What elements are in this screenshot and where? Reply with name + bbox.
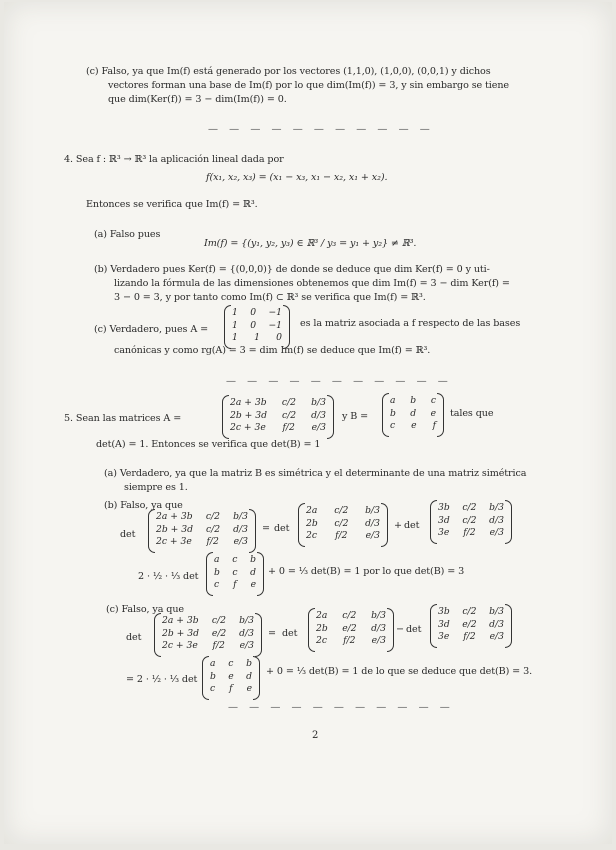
matrix-row	[390, 395, 436, 408]
q5-intro: 5. Sean las matrices A =	[64, 413, 182, 424]
matrix-cell: c/2	[205, 511, 220, 522]
matrix-row	[232, 307, 282, 320]
matrix-cell: d/3	[371, 622, 386, 634]
matrix-row	[438, 502, 504, 515]
left-bracket	[382, 393, 389, 437]
matrix-cell: −1	[268, 307, 282, 318]
right-bracket	[283, 305, 290, 349]
matrix-cell: b/3	[233, 511, 248, 522]
prev-c-line-1: (c) Falso, ya que Im(f) está generado por los vectores (1,1,0), (1,0,0), (0,0,1) y dichos	[86, 66, 491, 77]
left-bracket	[308, 608, 315, 652]
q5-b-matrix-2	[306, 505, 380, 543]
matrix-cell: 3e	[438, 631, 450, 642]
matrix-cell: f/2	[282, 422, 295, 433]
q5-b-line-2-pre: 2 · ½ · ⅓ det	[138, 571, 199, 582]
matrix-cell: b/3	[311, 397, 326, 408]
q5-a-line-2: siempre es 1.	[124, 482, 188, 493]
matrix-cell: 2b + 3d	[156, 523, 193, 535]
matrix-cell: 3d	[438, 514, 450, 526]
matrix-cell: 2b	[306, 517, 318, 529]
matrix-cell: 1	[232, 307, 238, 318]
q4-b-line-1: (b) Verdadero pues Ker(f) = {(0,0,0)} de donde se deduce que dim Ker(f) = 0 y uti-	[94, 264, 490, 275]
q5-b-det-2: det	[274, 523, 290, 534]
q5-line-2: det(A) = 1. Entonces se verifica que det(B) = 1	[96, 439, 321, 450]
matrix-cell: b	[246, 658, 252, 669]
matrix-row	[210, 671, 252, 684]
left-bracket	[154, 613, 161, 657]
matrix-cell: c/2	[342, 610, 357, 621]
separator-1: — — — — — — — — — — —	[208, 124, 434, 135]
q4-b-line-2: lizando la fórmula de las dimensiones obtenemos que dim Im(f) = 3 − dim Ker(f) =	[114, 278, 510, 289]
matrix-cell: b	[250, 554, 256, 565]
q5-b-eq-1: =	[262, 523, 270, 534]
left-bracket	[148, 509, 155, 553]
matrix-cell: e/2	[342, 622, 357, 634]
matrix-row	[390, 420, 436, 433]
matrix-row	[316, 623, 386, 636]
matrix-cell: e/2	[462, 618, 477, 630]
q5-c-eq: =	[268, 628, 276, 639]
q5-c-matrix-3	[438, 606, 504, 644]
matrix-cell: c/2	[282, 409, 297, 421]
matrix-cell: b/3	[365, 505, 380, 516]
q4-matrix-A	[232, 307, 282, 345]
matrix-cell: d	[250, 566, 256, 578]
matrix-row	[306, 518, 380, 531]
matrix-cell: c	[232, 566, 238, 578]
matrix-cell: b/3	[371, 610, 386, 621]
left-bracket	[222, 395, 229, 439]
matrix-cell: c/2	[462, 606, 477, 617]
matrix-cell: e/3	[489, 527, 504, 538]
q5-b-label: (b) Falso, ya que	[104, 500, 183, 511]
matrix-cell: c	[232, 554, 238, 565]
right-bracket	[505, 604, 512, 648]
matrix-cell: c/2	[206, 523, 221, 535]
matrix-cell: c/2	[462, 502, 477, 513]
q5-matrix-A	[230, 397, 326, 435]
matrix-row	[316, 610, 386, 623]
matrix-cell: e/3	[311, 422, 326, 433]
matrix-cell: d/3	[489, 618, 504, 630]
q4-intro: 4. Sea f : ℝ³ → ℝ³ la aplicación lineal dada por	[64, 154, 284, 165]
matrix-cell: f/2	[335, 530, 348, 541]
q5-b-matrix-3	[438, 502, 504, 540]
q5-b-det-1: det	[120, 529, 136, 540]
matrix-cell: a	[214, 554, 220, 565]
matrix-cell: d/3	[489, 514, 504, 526]
matrix-cell: e/3	[233, 536, 248, 547]
separator-2: — — — — — — — — — — —	[226, 376, 452, 387]
matrix-cell: e/3	[365, 530, 380, 541]
matrix-cell: 2b + 3d	[230, 409, 267, 421]
matrix-cell: 1	[254, 332, 260, 343]
matrix-cell: f/2	[212, 640, 225, 651]
matrix-cell: f/2	[463, 527, 476, 538]
matrix-cell: d/3	[239, 627, 254, 639]
right-bracket	[327, 395, 334, 439]
left-bracket	[430, 604, 437, 648]
q5-c-matrix-4	[210, 658, 252, 696]
q4-c-after: es la matriz asociada a f respecto de las bases	[300, 318, 521, 329]
matrix-row	[162, 615, 254, 628]
q4-b-line-3: 3 − 0 = 3, y por tanto como Im(f) ⊂ ℝ³ se verifica que Im(f) = ℝ³.	[114, 292, 426, 303]
right-bracket	[249, 509, 256, 553]
matrix-cell: c	[390, 420, 396, 431]
matrix-row	[232, 320, 282, 333]
right-bracket	[387, 608, 394, 652]
separator-3: — — — — — — — — — — —	[228, 702, 454, 713]
matrix-cell: 2c	[306, 530, 317, 541]
matrix-cell: f	[233, 579, 237, 590]
matrix-cell: 1	[232, 332, 238, 343]
matrix-cell: b/3	[489, 606, 504, 617]
right-bracket	[437, 393, 444, 437]
matrix-cell: 0	[250, 319, 257, 331]
matrix-cell: c	[228, 658, 234, 669]
q5-a-line-1: (a) Verdadero, ya que la matriz B es simétrica y el determinante de una matriz simétrica	[104, 468, 527, 479]
matrix-cell: 3d	[438, 618, 450, 630]
matrix-cell: f	[432, 420, 436, 431]
q5-c-matrix-2	[316, 610, 386, 648]
matrix-cell: e/3	[489, 631, 504, 642]
matrix-cell: b/3	[239, 615, 254, 626]
matrix-cell: 2a + 3b	[162, 615, 199, 626]
q5-c-det-3: det	[406, 624, 422, 635]
q5-b-matrix-1	[156, 511, 248, 549]
q5-c-det-2: det	[282, 628, 298, 639]
q5-c-matrix-1	[162, 615, 254, 653]
matrix-row	[438, 515, 504, 528]
matrix-cell: b	[214, 566, 220, 578]
matrix-cell: c/2	[334, 517, 349, 529]
q5-matrix-B	[390, 395, 436, 433]
matrix-cell: e	[411, 420, 417, 431]
q5-c-line-2-post: + 0 = ⅓ det(B) = 1 de lo que se deduce que det(B) = 3.	[266, 666, 533, 677]
matrix-cell: f	[229, 683, 233, 694]
matrix-row	[214, 567, 256, 580]
matrix-row	[162, 628, 254, 641]
matrix-row	[306, 505, 380, 518]
matrix-row	[306, 530, 380, 543]
matrix-cell: 2c + 3e	[162, 640, 198, 651]
matrix-cell: 2b + 3d	[162, 627, 199, 639]
matrix-row	[162, 640, 254, 653]
matrix-cell: b/3	[489, 502, 504, 513]
matrix-row	[210, 683, 252, 696]
matrix-cell: d/3	[233, 523, 248, 535]
matrix-cell: c/2	[462, 514, 477, 526]
matrix-cell: b	[390, 407, 396, 419]
matrix-cell: e	[430, 407, 436, 419]
matrix-row	[230, 410, 326, 423]
right-bracket	[257, 552, 264, 596]
left-bracket	[202, 656, 209, 700]
matrix-cell: d	[410, 407, 417, 419]
q4-c-label: (c) Verdadero, pues A =	[94, 324, 209, 335]
matrix-cell: 1	[232, 319, 238, 331]
q5-after: tales que	[450, 408, 494, 419]
matrix-row	[230, 422, 326, 435]
matrix-cell: 2b	[316, 622, 328, 634]
matrix-cell: c	[214, 579, 220, 590]
matrix-row	[390, 408, 436, 421]
matrix-cell: d	[246, 670, 252, 682]
matrix-cell: 3b	[438, 502, 450, 513]
q5-b-det-3: det	[404, 520, 420, 531]
matrix-cell: 2a	[306, 505, 318, 516]
matrix-cell: d/3	[311, 409, 326, 421]
right-bracket	[253, 656, 260, 700]
matrix-cell: −1	[268, 319, 282, 331]
left-bracket	[224, 305, 231, 349]
left-bracket	[206, 552, 213, 596]
matrix-cell: e/3	[239, 640, 254, 651]
q4-a-label: (a) Falso pues	[94, 229, 161, 240]
matrix-cell: c	[430, 395, 436, 406]
matrix-cell: 0	[250, 307, 257, 318]
left-bracket	[298, 503, 305, 547]
right-bracket	[255, 613, 262, 657]
q5-c-minus: −	[396, 624, 404, 635]
matrix-cell: 2c	[316, 635, 327, 646]
matrix-cell: c/2	[334, 505, 349, 516]
matrix-cell: 2a	[316, 610, 328, 621]
matrix-row	[156, 524, 248, 537]
matrix-row	[214, 579, 256, 592]
q5-c-det-1: det	[126, 632, 142, 643]
matrix-cell: c/2	[211, 615, 226, 626]
matrix-cell: d/3	[365, 517, 380, 529]
matrix-row	[316, 635, 386, 648]
matrix-row	[438, 527, 504, 540]
q4-a-formula: Im(f) = {(y₁, y₂, y₃) ∈ ℝ³ / y₃ = y₁ + y₂} ≠ ℝ³.	[204, 238, 417, 249]
matrix-cell: 2c + 3e	[230, 422, 266, 433]
right-bracket	[381, 503, 388, 547]
matrix-cell: 2a + 3b	[230, 397, 267, 408]
matrix-cell: f/2	[463, 631, 476, 642]
matrix-cell: 0	[276, 332, 282, 343]
matrix-cell: b	[210, 670, 216, 682]
matrix-cell: 3b	[438, 606, 450, 617]
q5-b-line-2-post: + 0 = ⅓ det(B) = 1 por lo que det(B) = 3	[268, 566, 465, 577]
matrix-cell: c	[210, 683, 216, 694]
matrix-cell: a	[390, 395, 396, 406]
matrix-row	[156, 536, 248, 549]
prev-c-line-3: que dim(Ker(f)) = 3 − dim(Im(f)) = 0.	[108, 94, 287, 105]
matrix-cell: e/3	[371, 635, 386, 646]
q5-b-matrix-4	[214, 554, 256, 592]
q5-b-plus: +	[394, 520, 402, 531]
matrix-cell: e	[228, 670, 234, 682]
matrix-row	[214, 554, 256, 567]
matrix-row	[210, 658, 252, 671]
prev-c-line-2: vectores forman una base de Im(f) por lo que dim(Im(f)) = 3, y sin embargo se tiene	[108, 80, 510, 91]
matrix-cell: 2c + 3e	[156, 536, 192, 547]
matrix-cell: c/2	[281, 397, 296, 408]
matrix-row	[438, 631, 504, 644]
q5-c-line-2-pre: = 2 · ½ · ⅓ det	[126, 674, 198, 685]
matrix-cell: b	[410, 395, 417, 406]
matrix-cell: 3e	[438, 527, 450, 538]
matrix-row	[156, 511, 248, 524]
matrix-cell: e	[250, 579, 256, 590]
matrix-row	[232, 332, 282, 345]
matrix-row	[230, 397, 326, 410]
q4-formula: f(x₁, x₂, x₃) = (x₁ − x₃, x₁ − x₂, x₁ + x₂).	[206, 172, 388, 183]
matrix-cell: e	[246, 683, 252, 694]
q4-c-line-2: canónicas y como rg(A) = 3 = dim Im(f) se deduce que Im(f) = ℝ³.	[114, 345, 431, 356]
q5-mid: y B =	[342, 411, 369, 422]
page-number: 2	[312, 730, 319, 741]
left-bracket	[430, 500, 437, 544]
matrix-row	[438, 619, 504, 632]
matrix-cell: e/2	[211, 627, 227, 639]
q4-statement: Entonces se verifica que Im(f) = ℝ³.	[86, 199, 258, 210]
matrix-cell: f/2	[206, 536, 219, 547]
matrix-cell: f/2	[343, 635, 356, 646]
right-bracket	[505, 500, 512, 544]
matrix-cell: 2a + 3b	[156, 511, 193, 522]
matrix-row	[438, 606, 504, 619]
matrix-cell: a	[210, 658, 216, 669]
q5-c-label: (c) Falso, ya que	[106, 604, 184, 615]
document-page	[4, 2, 612, 844]
